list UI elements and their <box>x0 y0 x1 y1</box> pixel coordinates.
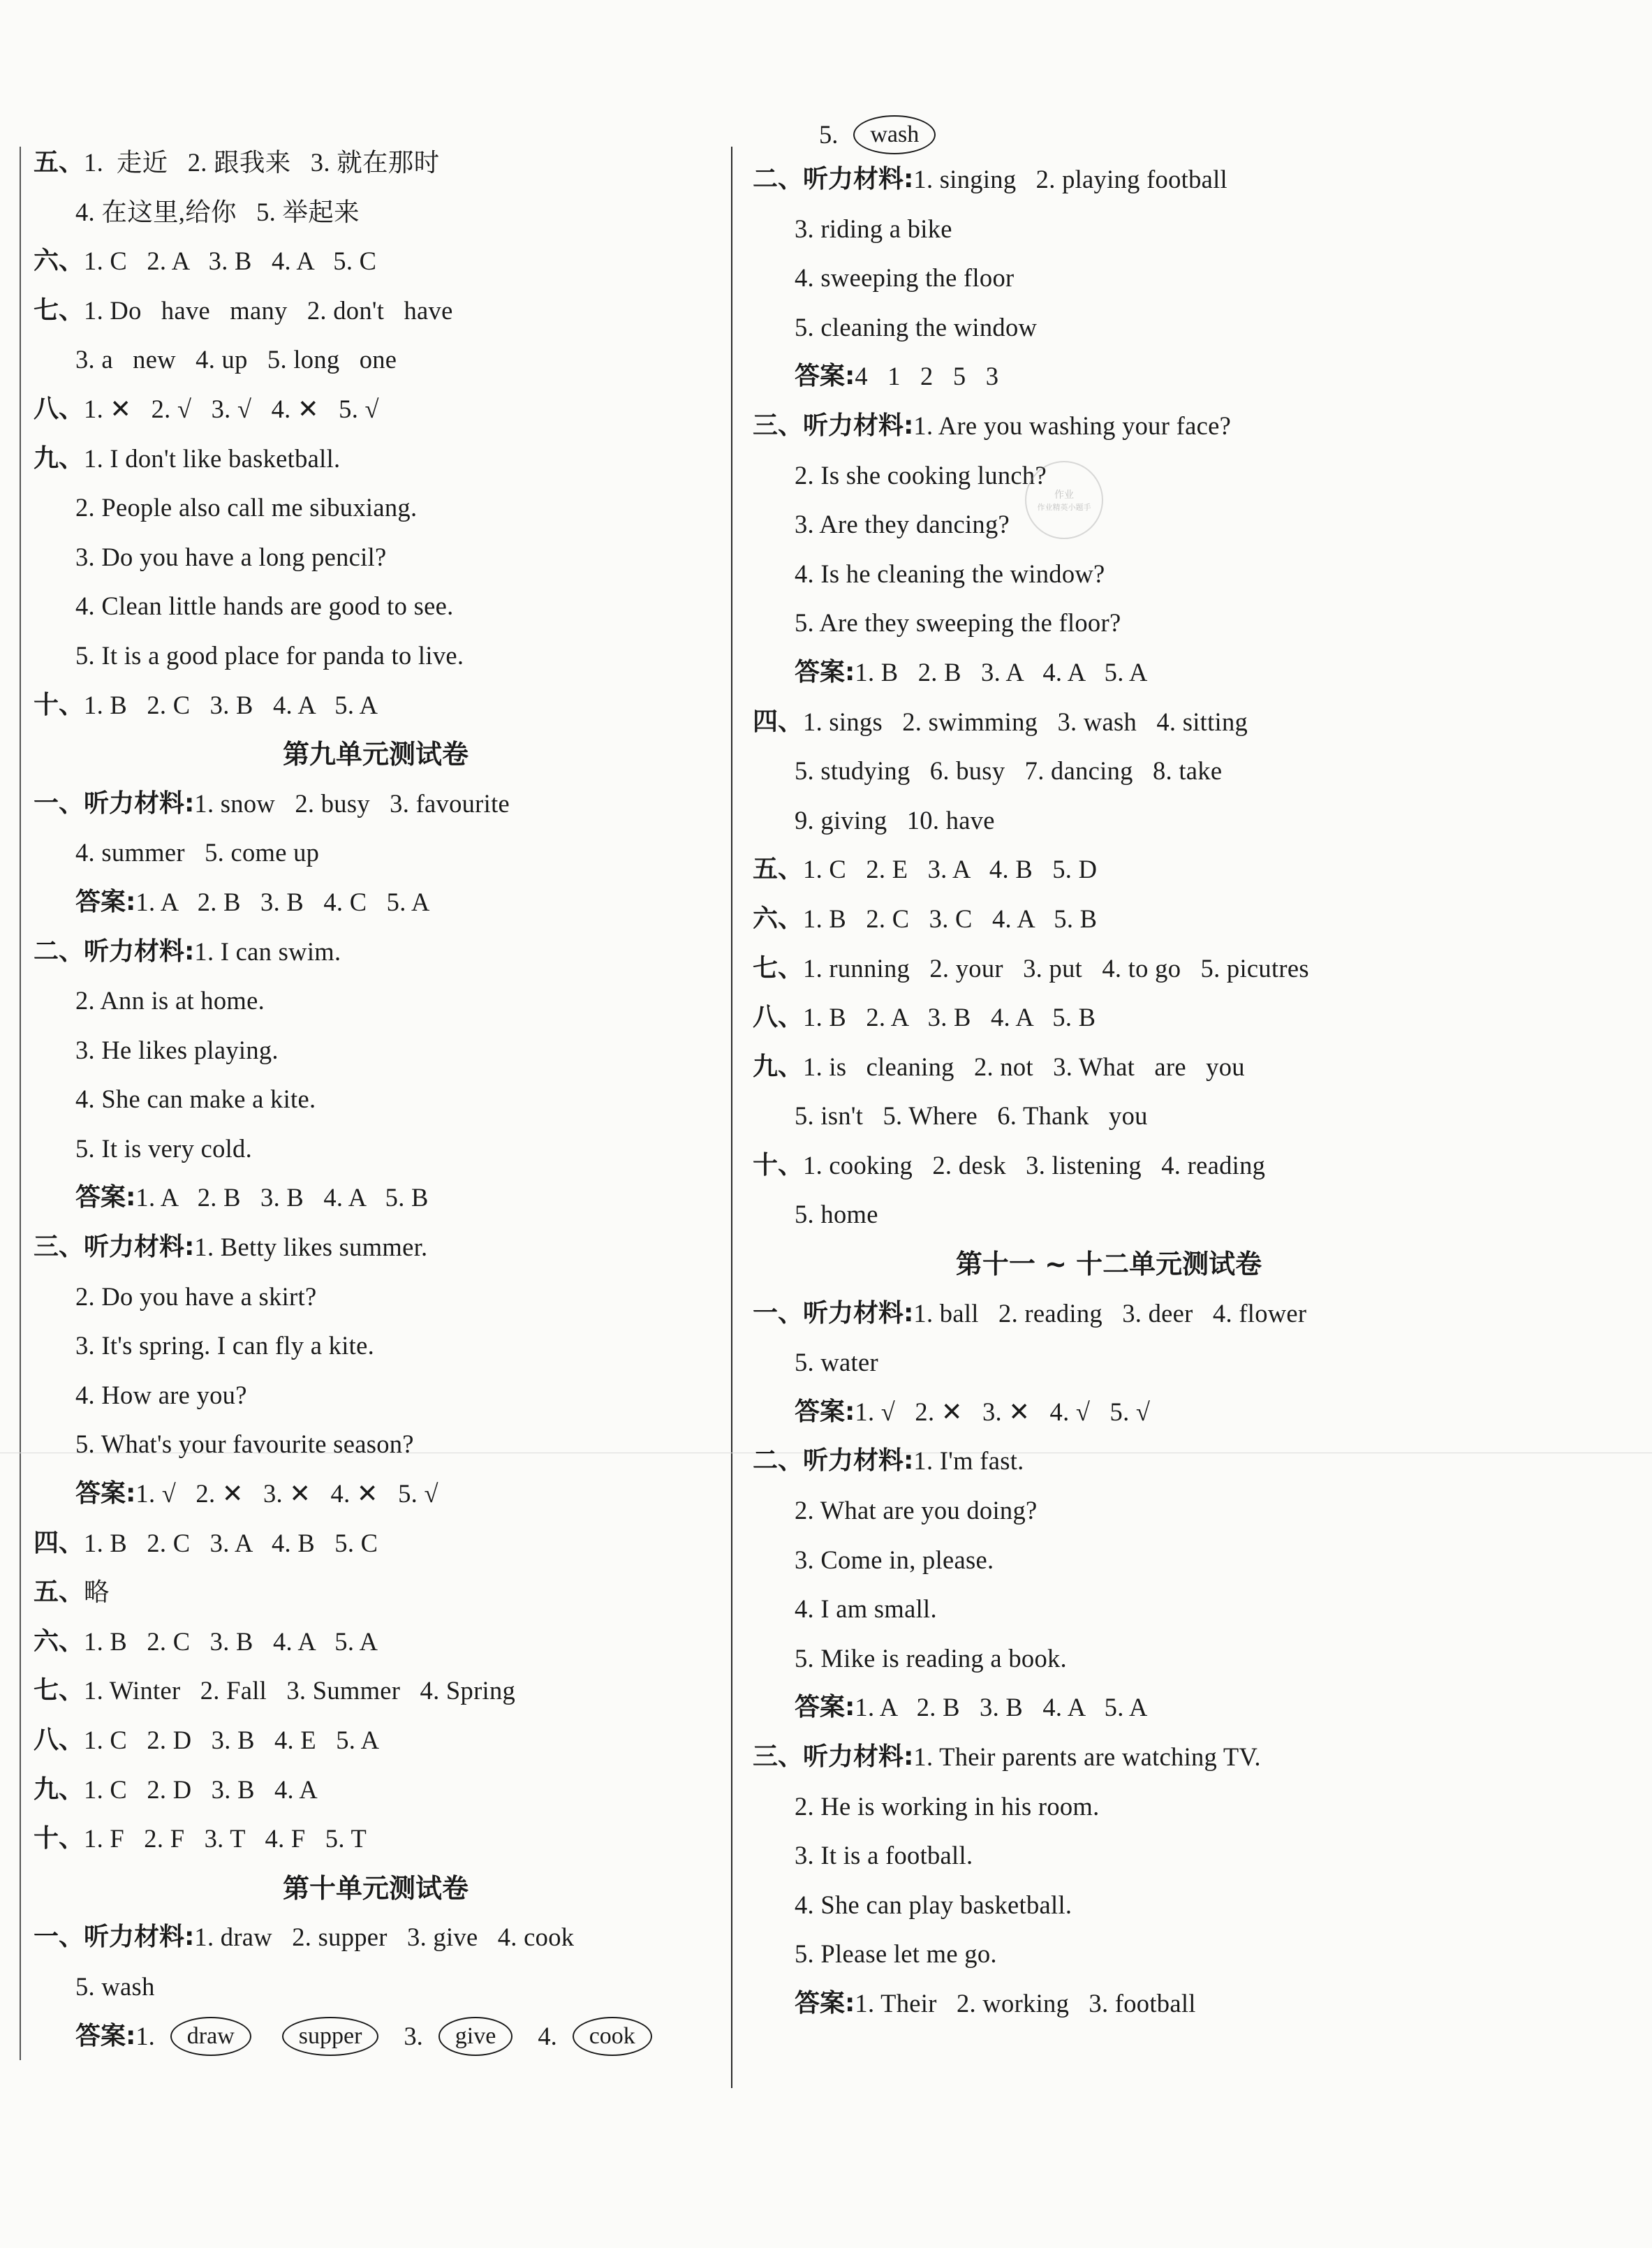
answer-line <box>34 1814 718 1864</box>
item-number: 1. <box>135 2021 155 2050</box>
answer-line <box>753 1979 1465 2029</box>
answer-text: 1. sings 2. swimming 3. wash 4. sitting <box>803 707 1248 736</box>
answer-text: 1. I can swim. <box>194 936 341 966</box>
answer-text: 2. Ann is at home. <box>75 986 265 1015</box>
question-label: 二、听力材料: <box>753 165 914 193</box>
answer-line <box>34 681 718 730</box>
answer-text: 略 <box>84 1578 110 1607</box>
answer-text: 9. giving 10. have <box>795 805 995 835</box>
question-label: 八、 <box>34 1726 84 1754</box>
answer-line <box>34 1666 718 1716</box>
answer-text: 5. Mike is reading a book. <box>795 1643 1067 1673</box>
question-label: 答案: <box>795 657 855 686</box>
question-label: 答案: <box>75 887 136 916</box>
section-title: 第九单元测试卷 <box>282 739 469 770</box>
question-label: 答案: <box>795 1693 855 1722</box>
answer-text: 1. Their parents are watching TV. <box>913 1742 1261 1771</box>
answer-text: 1. A 2. B 3. B 4. C 5. A <box>135 887 430 916</box>
question-label: 二、听力材料: <box>34 936 195 966</box>
answer-text: 3. Come in, please. <box>795 1545 994 1574</box>
left-edge-line <box>20 147 21 2060</box>
answer-text: 5. Are they sweeping the floor? <box>795 608 1121 638</box>
answer-line <box>34 1026 718 1075</box>
answer-text: 3. Are they dancing? <box>795 510 1010 539</box>
answer-line <box>34 385 718 434</box>
answer-text: 1. C 2. A 3. B 4. A 5. C <box>84 247 377 276</box>
answer-text: 1. B 2. C 3. B 4. A 5. A <box>84 690 378 719</box>
answer-line <box>34 1913 718 1962</box>
answer-line <box>753 1388 1465 1437</box>
answer-line <box>753 500 1465 550</box>
answer-line <box>34 1075 718 1124</box>
answer-text: 4. She can play basketball. <box>795 1890 1072 1919</box>
answer-text: 1. B 2. A 3. B 4. A 5. B <box>803 1003 1096 1032</box>
circled-answer-line <box>753 119 1465 151</box>
answer-line <box>753 598 1465 648</box>
answer-line <box>753 303 1465 353</box>
answer-line <box>34 1321 718 1371</box>
answer-text: 1. draw 2. supper 3. give 4. cook <box>194 1923 575 1952</box>
stamp-line2: 作业精英小题手 <box>1037 503 1091 512</box>
answer-line <box>753 402 1465 451</box>
answer-text: 1. √ 2. ✕ 3. ✕ 4. ✕ 5. √ <box>135 1479 438 1508</box>
answer-line <box>34 1124 718 1174</box>
question-label: 一、听力材料: <box>753 1298 914 1328</box>
question-label: 九、 <box>34 1775 84 1804</box>
answer-line <box>34 878 718 927</box>
answer-line <box>34 582 718 631</box>
circled-word: draw <box>170 2017 251 2056</box>
question-label: 答案: <box>795 1397 855 1426</box>
answer-text: 1. Winter 2. Fall 3. Summer 4. Spring <box>84 1676 516 1705</box>
section-title: 第十单元测试卷 <box>282 1872 469 1904</box>
answer-line <box>753 1289 1465 1339</box>
answer-line <box>34 237 718 286</box>
answer-text: 1. I'm fast. <box>913 1446 1024 1476</box>
answer-text: 1. Are you washing your face? <box>913 411 1232 440</box>
answer-line <box>34 1962 718 2012</box>
answer-line <box>753 1585 1465 1634</box>
answer-text: 5. wash <box>75 1971 155 2001</box>
answer-text: 5. It is very cold. <box>75 1133 253 1163</box>
answer-line <box>34 483 718 533</box>
answer-text: 5. cleaning the window <box>795 312 1038 341</box>
answer-line <box>753 1190 1465 1240</box>
answer-line <box>753 1930 1465 1979</box>
answer-line <box>34 434 718 484</box>
answer-line <box>34 828 718 878</box>
circled-word: wash <box>853 115 936 154</box>
answer-line <box>753 1683 1465 1733</box>
question-label: 答案: <box>75 1183 136 1212</box>
answer-text: 1. singing 2. playing football <box>913 165 1228 193</box>
answer-line <box>753 1437 1465 1486</box>
question-label: 答案: <box>795 1988 855 2018</box>
answer-line <box>753 698 1465 747</box>
answer-text: 5. isn't 5. Where 6. Thank you <box>795 1101 1148 1131</box>
answer-line <box>753 845 1465 895</box>
answer-text: 4. She can make a kite. <box>75 1085 316 1114</box>
answer-line <box>34 1371 718 1420</box>
answer-line <box>753 1141 1465 1191</box>
answer-text: 5. It is a good place for panda to live. <box>75 640 464 670</box>
question-label: 五、 <box>34 1578 84 1607</box>
answer-text: 4. Clean little hands are good to see. <box>75 592 454 621</box>
answer-text: 4. Is he cleaning the window? <box>795 559 1105 588</box>
section-title: 第十一 ~ 十二单元测试卷 <box>955 1249 1262 1280</box>
question-label: 十、 <box>34 690 84 719</box>
answer-text: 1. √ 2. ✕ 3. ✕ 4. √ 5. √ <box>855 1397 1151 1426</box>
answer-line <box>34 1716 718 1765</box>
answer-text: 1. Their 2. working 3. football <box>855 1988 1196 2018</box>
item-number: 5. <box>819 120 839 149</box>
answer-text: 3. a new 4. up 5. long one <box>75 345 397 374</box>
answer-line <box>34 1173 718 1223</box>
question-label: 十、 <box>34 1824 84 1853</box>
answer-text: 1. B 2. C 3. B 4. A 5. A <box>84 1626 378 1656</box>
answer-line <box>34 335 718 385</box>
answer-text: 1. F 2. F 3. T 4. F 5. T <box>84 1824 367 1853</box>
question-label: 五、 <box>34 148 84 177</box>
answer-line <box>753 1092 1465 1141</box>
answer-line <box>753 1831 1465 1881</box>
stamp-line1: 作业 <box>1054 490 1074 501</box>
question-label: 九、 <box>34 443 84 473</box>
answer-line <box>753 451 1465 501</box>
answer-text: 1. is cleaning 2. not 3. What are you <box>803 1052 1245 1081</box>
answer-text: 5. home <box>795 1200 878 1229</box>
circled-word: cook <box>573 2017 652 2056</box>
answer-text: 5. Please let me go. <box>795 1939 997 1969</box>
question-label: 二、听力材料: <box>753 1446 914 1476</box>
answer-text: 3. It's spring. I can fly a kite. <box>75 1331 375 1360</box>
answer-text: 4. sweeping the floor <box>795 263 1015 293</box>
question-label: 一、听力材料: <box>34 1923 195 1952</box>
answer-line <box>34 286 718 336</box>
answer-line <box>753 205 1465 254</box>
question-label: 七、 <box>34 295 84 325</box>
answer-text: 1. I don't like basketball. <box>84 443 341 473</box>
answer-text: 1. ✕ 2. √ 3. √ 4. ✕ 5. √ <box>84 394 379 423</box>
answer-text: 2. Is she cooking lunch? <box>795 460 1047 490</box>
question-label: 八、 <box>34 394 84 423</box>
answer-text: 3. Do you have a long pencil? <box>75 542 387 571</box>
answer-text: 5. What's your favourite season? <box>75 1430 414 1459</box>
answer-line <box>34 1568 718 1617</box>
question-label: 四、 <box>753 707 804 736</box>
answer-text: 1. C 2. D 3. B 4. E 5. A <box>84 1726 380 1754</box>
answer-line <box>753 155 1465 205</box>
answer-text: 1. 走近 2. 跟我来 3. 就在那时 <box>84 148 440 177</box>
answer-text: 1. cooking 2. desk 3. listening 4. reading <box>803 1150 1266 1180</box>
answer-text: 3. He likes playing. <box>75 1035 279 1064</box>
answer-text: 5. studying 6. busy 7. dancing 8. take <box>795 756 1223 786</box>
answer-line <box>34 927 718 977</box>
answer-text: 4. summer 5. come up <box>75 838 320 867</box>
question-label: 答案: <box>795 362 855 391</box>
answer-line <box>753 1536 1465 1585</box>
answer-line <box>753 993 1465 1043</box>
answer-text: 1. A 2. B 3. B 4. A 5. B <box>135 1183 429 1212</box>
answer-line <box>753 1338 1465 1388</box>
answer-line <box>753 254 1465 303</box>
answer-line <box>753 796 1465 846</box>
answer-line <box>753 895 1465 944</box>
question-label: 五、 <box>753 855 804 884</box>
question-label: 四、 <box>34 1528 84 1557</box>
question-label: 三、听力材料: <box>753 411 914 440</box>
answer-line <box>34 1223 718 1272</box>
question-label: 八、 <box>753 1003 804 1032</box>
answer-text: 1. ball 2. reading 3. deer 4. flower <box>913 1298 1307 1328</box>
question-label: 答案: <box>75 1479 136 1508</box>
question-label: 六、 <box>753 904 804 933</box>
answer-text: 1. A 2. B 3. B 4. A 5. A <box>855 1693 1148 1722</box>
question-label: 六、 <box>34 1626 84 1656</box>
answer-line <box>753 1486 1465 1536</box>
answer-line <box>753 352 1465 402</box>
question-label: 六、 <box>34 247 84 276</box>
answer-line <box>34 1519 718 1569</box>
answer-line <box>753 747 1465 796</box>
answer-line <box>34 976 718 1026</box>
answer-text: 1. Do have many 2. don't have <box>84 295 453 325</box>
answer-text: 2. Do you have a skirt? <box>75 1281 317 1311</box>
answer-text: 3. It is a football. <box>795 1841 973 1870</box>
question-label: 三、听力材料: <box>34 1233 195 1262</box>
question-label: 一、听力材料: <box>34 788 195 818</box>
left-column <box>34 138 718 2061</box>
answer-line <box>753 1733 1465 1782</box>
answer-line <box>753 1634 1465 1684</box>
answer-text: 1. C 2. E 3. A 4. B 5. D <box>803 855 1098 884</box>
answer-line <box>34 1765 718 1815</box>
answer-line <box>34 138 718 188</box>
answer-text: 1. running 2. your 3. put 4. to go 5. picutres <box>803 953 1309 983</box>
answer-line <box>34 1420 718 1469</box>
answer-text: 1. B 2. B 3. A 4. A 5. A <box>855 657 1148 686</box>
column-divider <box>731 147 732 2088</box>
question-label: 九、 <box>753 1052 804 1081</box>
question-label: 三、听力材料: <box>753 1742 914 1771</box>
answer-line <box>34 533 718 582</box>
answer-text: 2. What are you doing? <box>795 1496 1038 1525</box>
answer-text: 4. 在这里,给你 5. 举起来 <box>75 197 360 226</box>
answer-text: 4. I am small. <box>795 1594 937 1624</box>
answer-text: 2. People also call me sibuxiang. <box>75 493 418 522</box>
circled-word: give <box>438 2017 513 2056</box>
answer-text: 1. B 2. C 3. C 4. A 5. B <box>803 904 1098 933</box>
answer-line <box>34 188 718 237</box>
question-label: 七、 <box>753 953 804 983</box>
question-label: 七、 <box>34 1676 84 1705</box>
answer-line <box>34 1617 718 1667</box>
answer-text: 5. water <box>795 1348 878 1377</box>
item-number: 4. <box>538 2021 557 2050</box>
circled-word: supper <box>282 2017 379 2056</box>
watermark-stamp <box>1025 461 1103 539</box>
answer-line <box>753 944 1465 994</box>
answer-text: 1. Betty likes summer. <box>194 1233 428 1262</box>
answer-text: 1. snow 2. busy 3. favourite <box>194 788 510 818</box>
answer-line <box>753 1782 1465 1832</box>
question-label: 十、 <box>753 1150 804 1180</box>
answer-line <box>34 631 718 681</box>
answer-line <box>34 779 718 829</box>
question-label: 答案: <box>75 2021 136 2050</box>
answer-text: 4. How are you? <box>75 1380 247 1409</box>
answer-line <box>753 1043 1465 1092</box>
answer-text: 2. He is working in his room. <box>795 1791 1100 1821</box>
item-number: 3. <box>404 2021 423 2050</box>
answer-line <box>753 1881 1465 1930</box>
answer-line <box>753 550 1465 599</box>
right-column <box>753 120 1465 2029</box>
circled-answer-line <box>34 2012 718 2062</box>
answer-line <box>753 648 1465 698</box>
answer-line <box>34 1469 718 1519</box>
answer-line <box>34 1272 718 1322</box>
answer-text: 3. riding a bike <box>795 214 952 243</box>
answer-text: 1. B 2. C 3. A 4. B 5. C <box>84 1528 378 1557</box>
answer-text: 4 1 2 5 3 <box>855 362 999 391</box>
answer-text: 1. C 2. D 3. B 4. A <box>84 1775 318 1804</box>
